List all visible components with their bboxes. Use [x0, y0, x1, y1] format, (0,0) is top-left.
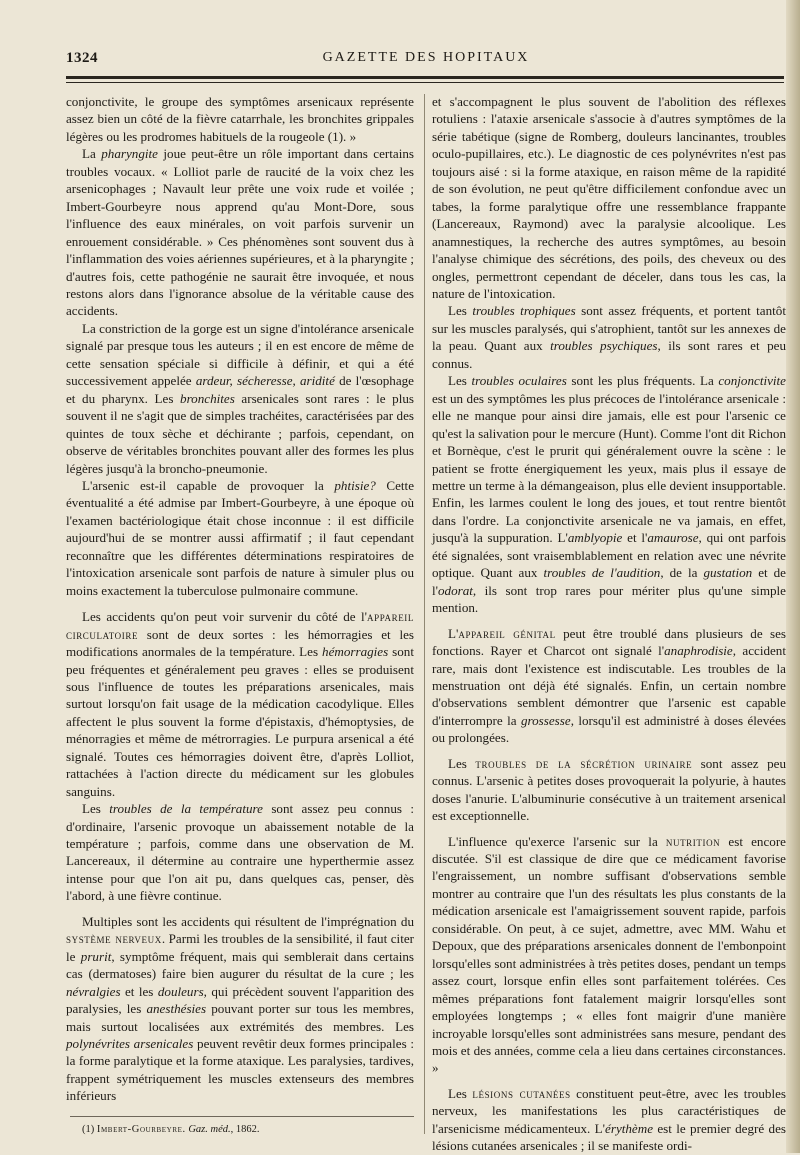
footnote-rule — [70, 1116, 414, 1117]
paragraph-nutrition: L'influence qu'exerce l'arsenic sur la nutrition est encore discutée. S'il est classique de dire que ce médicament favorise l'engraissement, un nombre suffisant d'observations semble montrer au contraire que l'un des résultats les plus constants de la médication arsenicale est l'amaigrissement souvent rapide, parfois considérable. On peut, à ce sujet, admettre, avec MM. Wahu et Depoux, que des préparations arsenicales donnent de l'embonpoint lorsqu'elles sont administrées à très petites doses, pendant un temps assez court, lorsque enfin elles sont parfaitement tolérées. Ces mêmes préparations font fatalement maigrir lorsqu'elles sont employées longtemps ; « elles font maigrir d'une manière incroyable lorsqu'elles sont administrées sans mesure, pendant des mois et des années, comme cela a lieu dans certaines circonstances. » — [432, 833, 786, 1076]
paragraph-lesions-cutanees: Les lésions cutanées constituent peut-être, avec les troubles nerveux, les manifestations les plus caractéristiques de l'arsenicisme médicamenteux. L'érythème est le premier degré des lésions cutanées arsenicales ; il se manifeste ordi- — [432, 1085, 787, 1154]
paragraph-constriction: La constriction de la gorge est un signe d'intolérance arsenicale signalé par presque tous les auteurs ; il en est encore de même de cette sensation spéciale si difficile à définir, et qui a été successivement appelée ardeur, sécheresse, aridité de l'œsophage et du pharynx. Les bronchites arsenicales sont rares : le plus souvent il ne s'agit que de simples trachéites, caractérisées par des quintes de toux sèche et déchirante ; parfois, cependant, on observe de véritables bronchites pouvant aller des formes les plus légères jusqu'à la broncho-pneumonie. — [66, 320, 414, 476]
paragraph-phtisie: L'arsenic est-il capable de provoquer la phtisie? Cette éventualité a été admise par Imbert-Gourbeyre, à une époque où l'examen bactériologique était chose inconnue : il est difficile aujourd'hui de se montrer aussi affirmatif ; il faut cependant reconnaître que les différentes déterminations respiratoires de l'intoxication arsenicale sont parfois de nature à simuler plus ou moins exactement la tuberculose pulmonaire commune. — [66, 477, 415, 598]
paragraph-appareil-circulatoire: Les accidents qu'on peut voir survenir du côté de l'appareil circulatoire sont de deux sortes : les hémorragies et les modifications anormales de la température. Les hémorragies sont peu fréquentes et généralement peu graves : elles se produisent sous l'influence de toutes les préparations arsenicales, mais surtout lorsqu'on fait usage de la médication cacodylique. Elles affectent le plus souvent la forme d'épistaxis, d'hémoptysies, de ménorragies et même de métrorragies. Le purpura arsenical a été signalé. Toutes ces hémorragies doivent être, d'après Lolliot, rattachées à l'action directe du médicament sur les globules sanguins. — [66, 609, 414, 799]
paragraph-appareil-genital: L'appareil génital peut être troublé dans plusieurs de ses fonctions. Rayer et Charcot ont signalé l'anaphrodisie, accident rare, mais dont l'existence est indiscutable. Les troubles de la menstruation ont déjà été signalés. Enfin, un certain nombre d'observations semblent démontrer que l'arsenic est capable d'interrompre la grossesse, lorsqu'il est administré à doses élevées ou prolongées. — [432, 625, 786, 746]
right-column — [432, 93, 786, 1155]
header-rule-thick — [66, 76, 784, 79]
column-divider — [424, 94, 425, 1134]
page-header — [66, 48, 786, 70]
page-number: 1324 — [66, 50, 98, 66]
paragraph: conjonctivite, le groupe des symptômes arsenicaux représente assez bien un côté de la fièvre catarrhale, les bronchites grippales légères ou les prodromes habituels de la rougeole (1). » — [66, 94, 414, 144]
header-rule-thin — [66, 82, 784, 83]
footnote: (1) Imbert-Gourbeyre. Gaz. méd., 1862. — [82, 1124, 260, 1135]
paragraph-systeme-nerveux: Multiples sont les accidents qui résultent de l'imprégnation du système nerveux. Parmi les troubles de la sensibilité, il faut citer le prurit, symptôme fréquent, mais qui semblerait dans certains cas (dermatoses) faire bien augurer du résultat de la cure ; les névralgies et les douleurs, qui précèdent souvent l'apparition des paralysies, les anesthésies pouvant porter sur tous les membres, mais surtout localisées aux extrémités des membres. Les polynévrites arsenicales peuvent revêtir deux formes principales : la forme paralytique et la forme ataxique. Les paralysies, tardives, frappent symétriquement les muscles extenseurs des membres inférieurs — [66, 913, 415, 1104]
paragraph-pharyngite: La pharyngite joue peut-être un rôle important dans certains troubles vocaux. « Lolliot parle de raucité de la voix chez les arsenicophages ; Navault leur prête une voix rude et voilée ; Imbert-Gourbeyre nous apprend qu'au Mont-Dore, sous l'influence des eaux minérales, on voit parfois survenir un enrouement considérable. » Ces phénomènes sont souvent dus à l'inflammation des voies aériennes supérieures, et à la pharyngite ; d'autres fois, cette pathogénie ne saurait être invoquée, et nous restons alors dans l'ignorance absolue de la véritable cause des accidents. — [66, 146, 414, 319]
left-column — [66, 93, 414, 1105]
paragraph-secretion-urinaire: Les troubles de la sécrétion urinaire sont assez peu connus. L'arsenic à petites doses provoquerait la polyurie, à hautes doses l'anurie. L'albuminurie consécutive à un traitement arsenical est exceptionnelle. — [432, 755, 787, 824]
journal-title: GAZETTE DES HOPITAUX — [322, 50, 530, 65]
paragraph-temperature: Les troubles de la température sont assez peu connus : d'ordinaire, l'arsenic provoque un abaissement notable de la température ; parfois, comme dans une observation de M. Lancereaux, il détermine au contraire une hyperthermie assez intense pour que l'on ait pu, dans quelques cas, penser, dès l'abord, à une fièvre continue. — [66, 801, 414, 904]
paragraph-continuation: et s'accompagnent le plus souvent de l'abolition des réflexes rotuliens : l'ataxie arsenicale s'associe à d'autres symptômes de la série tabétique (signe de Romberg, douleurs lancinantes, troubles oculo-pupillaires, etc.). Le diagnostic de ces polynévrites n'est pas toujours aisé : si la forme ataxique, en raison même de la rapidité de son évolution, ne peut qu'être difficilement confondue avec un tabes, la forme paralytique offre une ressemblance frappante (Lancereaux, Raymond) avec la paralysie alcoolique. Les anamnestiques, la recherche des autres symptômes, au besoin l'analyse chimique des sécrétions, des poils, des cheveux ou des ongles, permettront cependant de déceler, dans tous les cas, la nature de l'intoxication. — [432, 94, 786, 301]
paragraph-troubles-oculaires: Les troubles oculaires sont les plus fréquents. La conjonctivite est un des symptômes les plus précoces de l'intolérance arsenicale : elle ne manque pour ainsi dire jamais, elle est pour l'arsenic ce qu'est la salivation pour le mercure (Hunt). Comme l'ont dit Richon et Bornèque, c'est le prurit qui généralement ouvre la scène : le patient se frotte énergiquement les yeux, mais plus il essaye de mettre un terme à la démangeaison, plus elle devient insupportable. Enfin, les larmes coulent le long des joues, et tout rentre bientôt dans l'ordre. La conjonctivite arsenicale ne va jamais, en effet, jusqu'à la suppuration. L'amblyopie et l'amaurose, qui ont parfois été signalées, sont vraisemblablement en relation avec une névrite optique. Quant aux troubles de l'audition, de la gustation et de l'odorat, ils sont trop rares pour mériter plus qu'une simple mention. — [432, 373, 786, 616]
paragraph-troubles-trophiques: Les troubles trophiques sont assez fréquents, et portent tantôt sur les muscles paralysés, qui s'atrophient, tantôt sur les annexes de la peau. Quant aux troubles psychiques, ils sont rares et peu connus. — [432, 303, 786, 371]
page-edge-shadow — [786, 0, 800, 1153]
